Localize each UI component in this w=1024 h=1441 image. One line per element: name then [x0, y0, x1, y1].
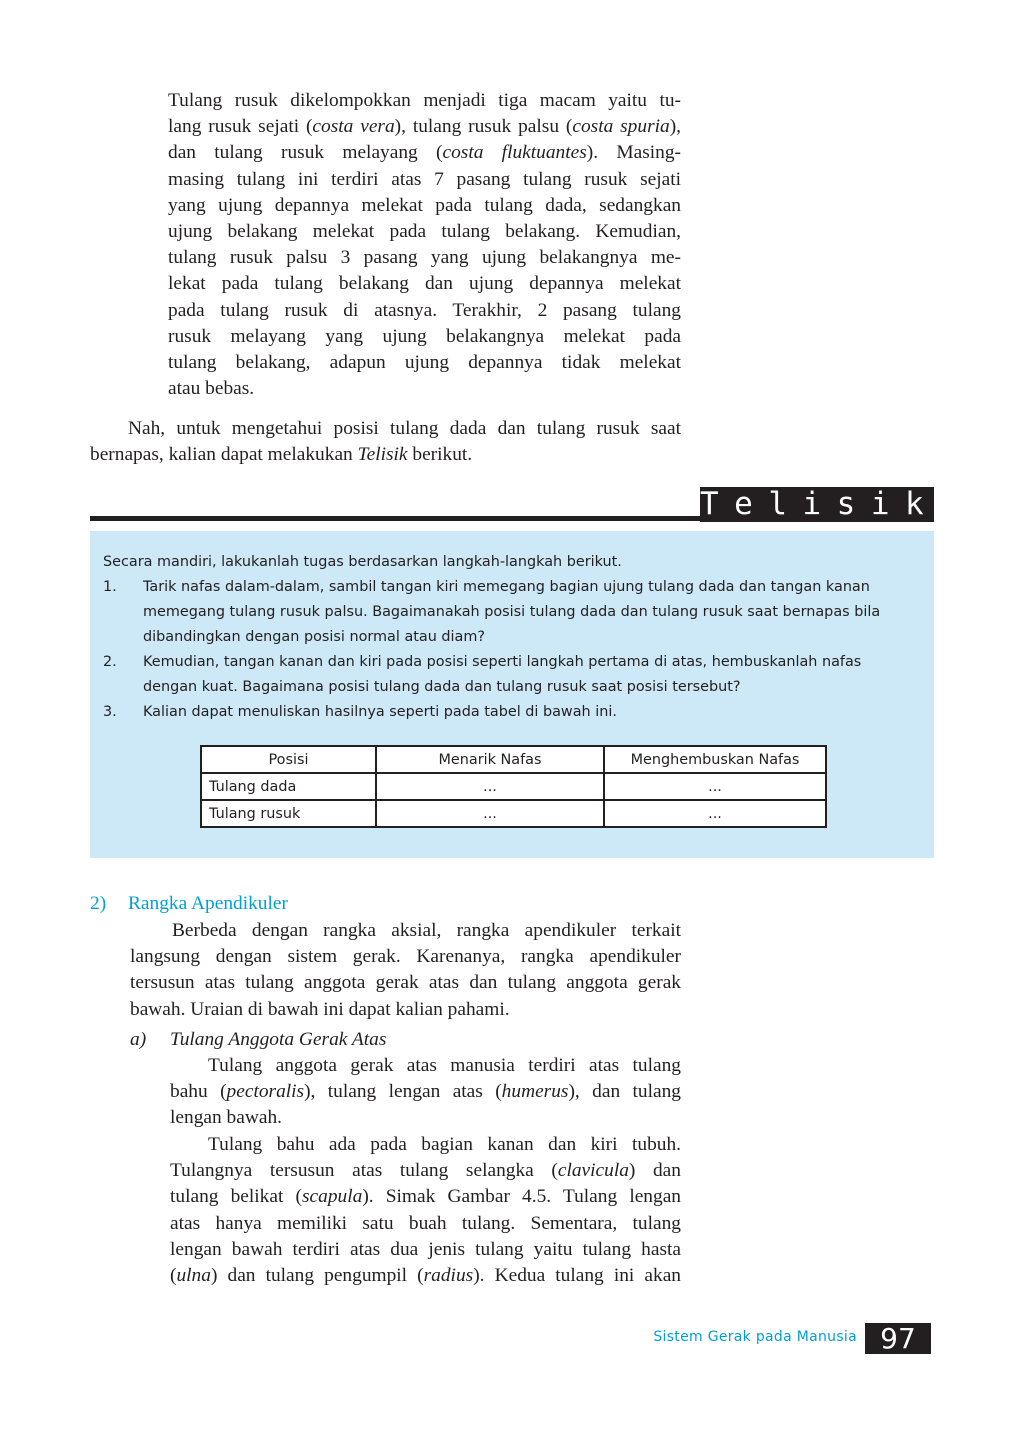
italic-term: pectoralis — [226, 1081, 305, 1103]
text-run: lang rusuk sejati ( — [168, 116, 313, 138]
chapter-title: Sistem Gerak pada Manusia — [653, 1329, 857, 1345]
italic-term: costa vera — [312, 116, 395, 138]
italic-term: scapula — [301, 1186, 363, 1208]
table-cell: Tulang rusuk — [201, 800, 376, 827]
text-run: tulang rusuk palsu 3 pasang yang ujung belakangnya me- — [168, 247, 681, 269]
text-run: pada tulang rusuk di atasnya. Terakhir, 2 pasang tulang — [168, 299, 681, 321]
table-row — [201, 800, 826, 827]
telisik-title: Telisik — [700, 486, 940, 522]
paragraph-line — [170, 1132, 681, 1158]
column-header: Menghembuskan Nafas — [604, 746, 826, 773]
paragraph-line — [170, 1211, 681, 1237]
paragraph-line — [168, 271, 681, 297]
subsection-title: Tulang Anggota Gerak Atas — [170, 1029, 387, 1050]
text-run: ) dan — [628, 1160, 681, 1182]
table-cell: ... — [376, 800, 604, 827]
text-run: Tulang anggota gerak atas manusia terdiri atas tulang — [208, 1055, 681, 1076]
table-cell: ... — [604, 773, 826, 800]
text-run: atas hanya memiliki satu buah tulang. Sementara, tulang — [170, 1212, 681, 1234]
paragraph-line — [168, 350, 681, 376]
text-run: masing tulang ini terdiri atas 7 pasang tulang rusuk sejati — [168, 168, 681, 190]
section-number: 2) — [90, 893, 107, 914]
text-run: ). Kedua tulang ini akan — [473, 1265, 681, 1287]
rib-paragraph — [168, 88, 681, 402]
text-run: tulang belikat ( — [170, 1186, 302, 1208]
step-number: 1. — [103, 579, 117, 595]
text-run: yang ujung depannya melekat pada tulang dada, sedangkan — [168, 194, 681, 216]
paragraph-line — [168, 245, 681, 271]
text-run: bahu ( — [170, 1081, 227, 1103]
text-run: bernapas, kalian dapat melakukan — [90, 444, 358, 466]
text-run: ujung belakang melekat pada tulang belakang. Kemudian, — [168, 221, 681, 243]
telisik-divider — [90, 516, 702, 521]
paragraph-line — [170, 1105, 681, 1131]
text-run: atau bebas. — [168, 378, 255, 400]
column-header: Menarik Nafas — [376, 746, 604, 773]
text-run: berikut. — [407, 444, 473, 466]
step-line: Kalian dapat menuliskan hasilnya seperti pada tabel di bawah ini. — [143, 704, 617, 720]
table-cell: ... — [604, 800, 826, 827]
paragraph-line: bawah. Uraian di bawah ini dapat kalian pahami. — [130, 998, 510, 1020]
text-run: ), — [669, 116, 682, 138]
step-line: Kemudian, tangan kanan dan kiri pada posisi seperti langkah pertama di atas, hembuskanlah nafas — [143, 654, 862, 670]
paragraph-line — [168, 88, 681, 114]
italic-term: clavicula — [557, 1160, 629, 1182]
text-run: ), tulang lengan atas ( — [304, 1081, 502, 1103]
text-run: ) dan tulang pengumpil ( — [210, 1265, 424, 1287]
text-run: Tulang rusuk dikelompokkan menjadi tiga macam yaitu tu- — [168, 90, 681, 111]
telisik-step — [103, 575, 923, 650]
text-run: tulang belakang, adapun ujung depannya tidak melekat — [168, 352, 681, 374]
paragraph-line — [168, 167, 681, 193]
paragraph-line — [170, 1263, 681, 1289]
subsection-heading — [130, 1027, 386, 1053]
italic-term: humerus — [501, 1081, 569, 1103]
text-run: Nah, untuk mengetahui posisi tulang dada dan tulang rusuk saat — [128, 418, 681, 439]
section-title: Rangka Apendikuler — [128, 893, 288, 914]
text-run: Tulang bahu ada pada bagian kanan dan kiri tubuh. — [208, 1134, 681, 1155]
page-number: 97 — [865, 1323, 931, 1354]
paragraph-line — [168, 324, 681, 350]
section-heading — [90, 891, 288, 917]
text-run: ), tulang rusuk palsu ( — [394, 116, 573, 138]
paragraph-line — [168, 376, 681, 402]
telisik-step — [103, 650, 923, 700]
paragraph-line: langsung dengan sistem gerak. Karenanya, rangka apendikuler — [130, 946, 681, 968]
step-line: memegang tulang rusuk palsu. Bagaimanakah posisi tulang dada dan tulang rusuk saat bernapas bila — [143, 604, 881, 620]
paragraph-line — [168, 193, 681, 219]
step-line: Tarik nafas dalam-dalam, sambil tangan kiri memegang bagian ujung tulang dada dan tangan kanan — [143, 579, 870, 595]
text-run: lekat pada tulang belakang dan ujung depannya melekat — [168, 273, 681, 295]
text-run: ). Masing- — [586, 142, 681, 164]
paragraph-line: tersusun atas tulang anggota gerak atas dan tulang anggota gerak — [130, 972, 681, 994]
text-run: ), dan tulang — [568, 1081, 681, 1103]
italic-term: costa spuria — [572, 116, 670, 138]
subsection-paragraph — [170, 1132, 681, 1289]
italic-term: Telisik — [357, 444, 408, 466]
text-run: ( — [170, 1265, 177, 1287]
telisik-intro: Secara mandiri, lakukanlah tugas berdasarkan langkah-langkah berikut. — [103, 554, 622, 570]
paragraph-line — [170, 1079, 681, 1105]
paragraph-line — [170, 1237, 681, 1263]
subsection-paragraph — [170, 1053, 681, 1132]
paragraph-line — [168, 140, 681, 166]
table-cell: ... — [376, 773, 604, 800]
paragraph-line — [168, 219, 681, 245]
paragraph-line: Berbeda dengan rangka aksial, rangka apendikuler terkait — [172, 920, 681, 941]
observation-table — [200, 745, 827, 828]
paragraph-line — [170, 1053, 681, 1079]
paragraph-line — [90, 416, 681, 442]
table-header-row — [201, 746, 826, 773]
subsection-label: a) — [130, 1029, 147, 1050]
step-line: dengan kuat. Bagaimana posisi tulang dada dan tulang rusuk saat posisi tersebut? — [143, 679, 741, 695]
step-line: dibandingkan dengan posisi normal atau diam? — [143, 629, 486, 645]
paragraph-line — [168, 114, 681, 140]
text-run: dan tulang rusuk melayang ( — [168, 142, 443, 164]
intro-telisik-paragraph — [90, 416, 681, 468]
paragraph-line — [170, 1158, 681, 1184]
step-number: 2. — [103, 654, 117, 670]
italic-term: costa fluktuantes — [442, 142, 587, 164]
section-paragraph — [130, 918, 681, 1023]
italic-term: ulna — [176, 1265, 211, 1287]
text-run: Tulangnya tersusun atas tulang selangka ( — [170, 1160, 558, 1182]
italic-term: radius — [423, 1265, 474, 1287]
text-run: rusuk melayang yang ujung belakangnya melekat pada — [168, 325, 681, 347]
paragraph-line — [168, 298, 681, 324]
text-run: lengan bawah terdiri atas dua jenis tulang yaitu tulang hasta — [170, 1238, 681, 1260]
table-cell: Tulang dada — [201, 773, 376, 800]
telisik-step — [103, 700, 923, 725]
paragraph-line — [90, 442, 681, 468]
table-row — [201, 773, 826, 800]
paragraph-line — [170, 1184, 681, 1210]
step-number: 3. — [103, 704, 117, 720]
text-run: ). Simak Gambar 4.5. Tulang lengan — [362, 1186, 682, 1208]
text-run: lengan bawah. — [170, 1107, 282, 1129]
column-header: Posisi — [201, 746, 376, 773]
